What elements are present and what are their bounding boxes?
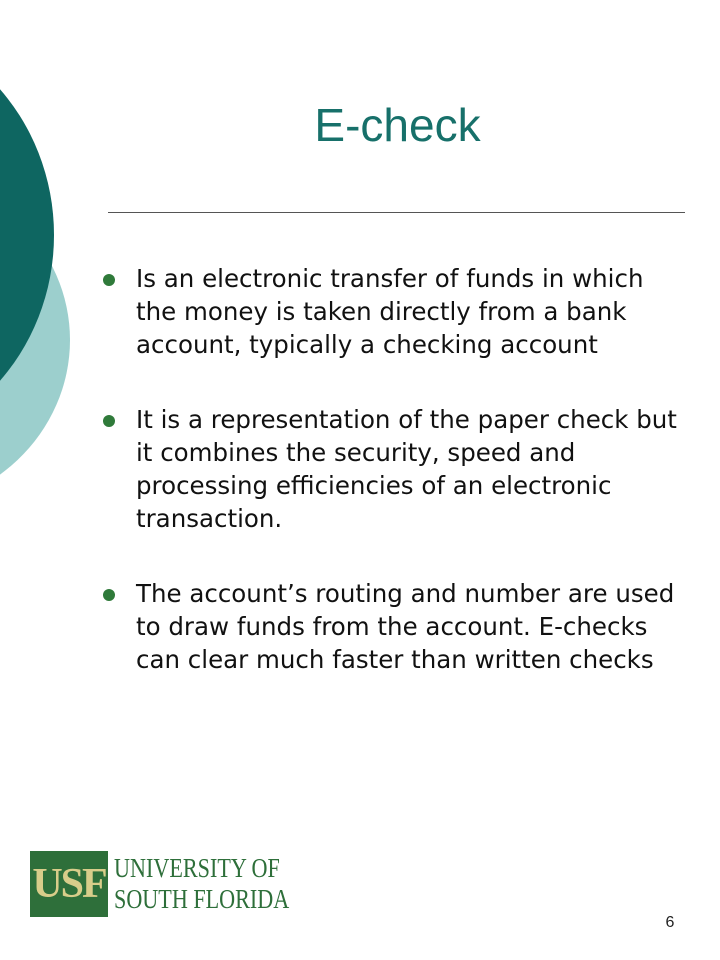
page-number: 6 [665,914,675,931]
title-divider [108,212,685,213]
bullet-icon [103,415,115,427]
logo-wordmark [114,853,289,915]
decorative-teal-shapes [0,0,80,520]
bullet-text: It is a representation of the paper check but it combines the security, speed and processing efficiencies of an electronic transaction. [136,405,677,533]
bullet-list [100,262,685,718]
usf-logo [30,850,328,918]
logo-line-1: UNIVERSITY OF [114,853,280,883]
logo-line-2: SOUTH FLORIDA [114,884,290,914]
bullet-text: Is an electronic transfer of funds in which the money is taken directly from a bank account, typically a checking account [136,264,644,359]
bullet-icon [103,589,115,601]
bullet-item [100,262,685,361]
bullet-item [100,577,685,676]
bullet-item [100,403,685,535]
bullet-icon [103,274,115,286]
logo-abbr: USF [30,851,108,917]
bullet-text: The account’s routing and number are used to draw funds from the account. E-checks can clear much faster than written checks [136,579,675,674]
slide-title: E-check [314,99,481,151]
